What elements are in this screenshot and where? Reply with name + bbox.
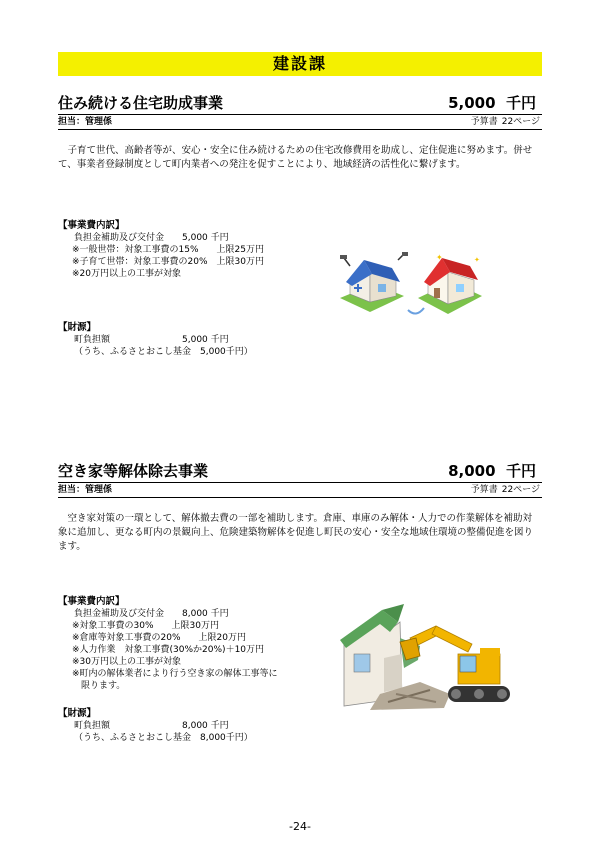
manager-label: 担当：管理係 <box>58 117 113 127</box>
expense-line: ※一般世帯：対象工事費の15% 上限25万円 <box>72 245 264 255</box>
section-amount <box>448 92 536 114</box>
section-amount <box>448 460 536 482</box>
expense-line: ※倉庫等対象工事費の20% 上限20万円 <box>72 633 246 643</box>
expense-breakdown <box>58 220 264 280</box>
manager-label: 担当：管理係 <box>58 485 113 495</box>
department-banner: 建設課 <box>58 52 542 76</box>
expense-line: 限ります。 <box>72 681 126 691</box>
budget-label: 予算書 <box>470 117 498 127</box>
budget-reference <box>471 483 540 497</box>
section-title: 住み続ける住宅助成事業 <box>58 94 224 112</box>
section-meta-row <box>58 483 542 498</box>
funding-source <box>58 708 253 744</box>
expense-heading: 【事業費内訳】 <box>58 596 125 607</box>
section-title-row <box>58 92 542 115</box>
expense-breakdown <box>58 596 278 692</box>
amount-unit: 千円 <box>505 462 536 480</box>
funding-source <box>58 322 253 358</box>
section-title-row <box>58 460 542 483</box>
svg-text:✦: ✦ <box>436 253 443 262</box>
section-housing-subsidy <box>58 92 542 372</box>
expense-line: ※人力作業 対象工事費(30%か20%)＋10万円 <box>72 645 265 655</box>
section-title: 空き家等解体除去事業 <box>58 462 209 480</box>
section-meta-row <box>58 115 542 130</box>
funding-heading: 【財源】 <box>58 322 97 333</box>
budget-reference <box>471 115 540 129</box>
expense-line: ※20万円以上の工事が対象 <box>72 269 181 279</box>
section-description: 子育て世代、高齢者等が、安心・安全に住み続けるための住宅改修費用を助成し、定住促進に努めます。併せて、事業者登録制度として町内業者への発注を促すことにより、地域経済の活性化に繋げます。 <box>58 145 533 170</box>
budget-page: 22ページ <box>501 117 540 127</box>
demolition-excavator-illustration <box>340 598 515 716</box>
amount-value: 8,000 <box>448 462 496 480</box>
funding-line: （うち、ふるさとおこし基金 8,000千円） <box>74 733 253 743</box>
expense-line: 負担金補助及び交付金 8,000 千円 <box>74 609 229 619</box>
funding-line: （うち、ふるさとおこし基金 5,000千円） <box>74 347 253 357</box>
funding-line: 町負担額 5,000 千円 <box>74 335 229 345</box>
svg-text:✦: ✦ <box>474 256 480 264</box>
funding-line: 町負担額 8,000 千円 <box>74 721 229 731</box>
amount-value: 5,000 <box>448 94 496 112</box>
page-number: -24- <box>289 820 311 833</box>
expense-line: ※対象工事費の30% 上限30万円 <box>72 621 219 631</box>
amount-unit: 千円 <box>505 94 536 112</box>
budget-label: 予算書 <box>470 485 498 495</box>
section-description: 空き家対策の一環として、解体撤去費の一部を補助します。倉庫、車庫のみ解体・人力での作業解体を補助対象に追加し、更なる町内の景観向上、危険建築物解体を促進し町民の安心・安全な地域住環境の整備促進を図ります。 <box>58 513 534 552</box>
expense-line: ※30万円以上の工事が対象 <box>72 657 181 667</box>
expense-heading: 【事業費内訳】 <box>58 220 125 231</box>
expense-line: 負担金補助及び交付金 5,000 千円 <box>74 233 229 243</box>
expense-line: ※町内の解体業者により行う空き家の解体工事等に <box>72 669 278 679</box>
house-renovation-illustration <box>338 250 483 325</box>
budget-page: 22ページ <box>501 485 540 495</box>
expense-line: ※子育て世帯：対象工事費の20% 上限30万円 <box>72 257 264 267</box>
funding-heading: 【財源】 <box>58 708 97 719</box>
